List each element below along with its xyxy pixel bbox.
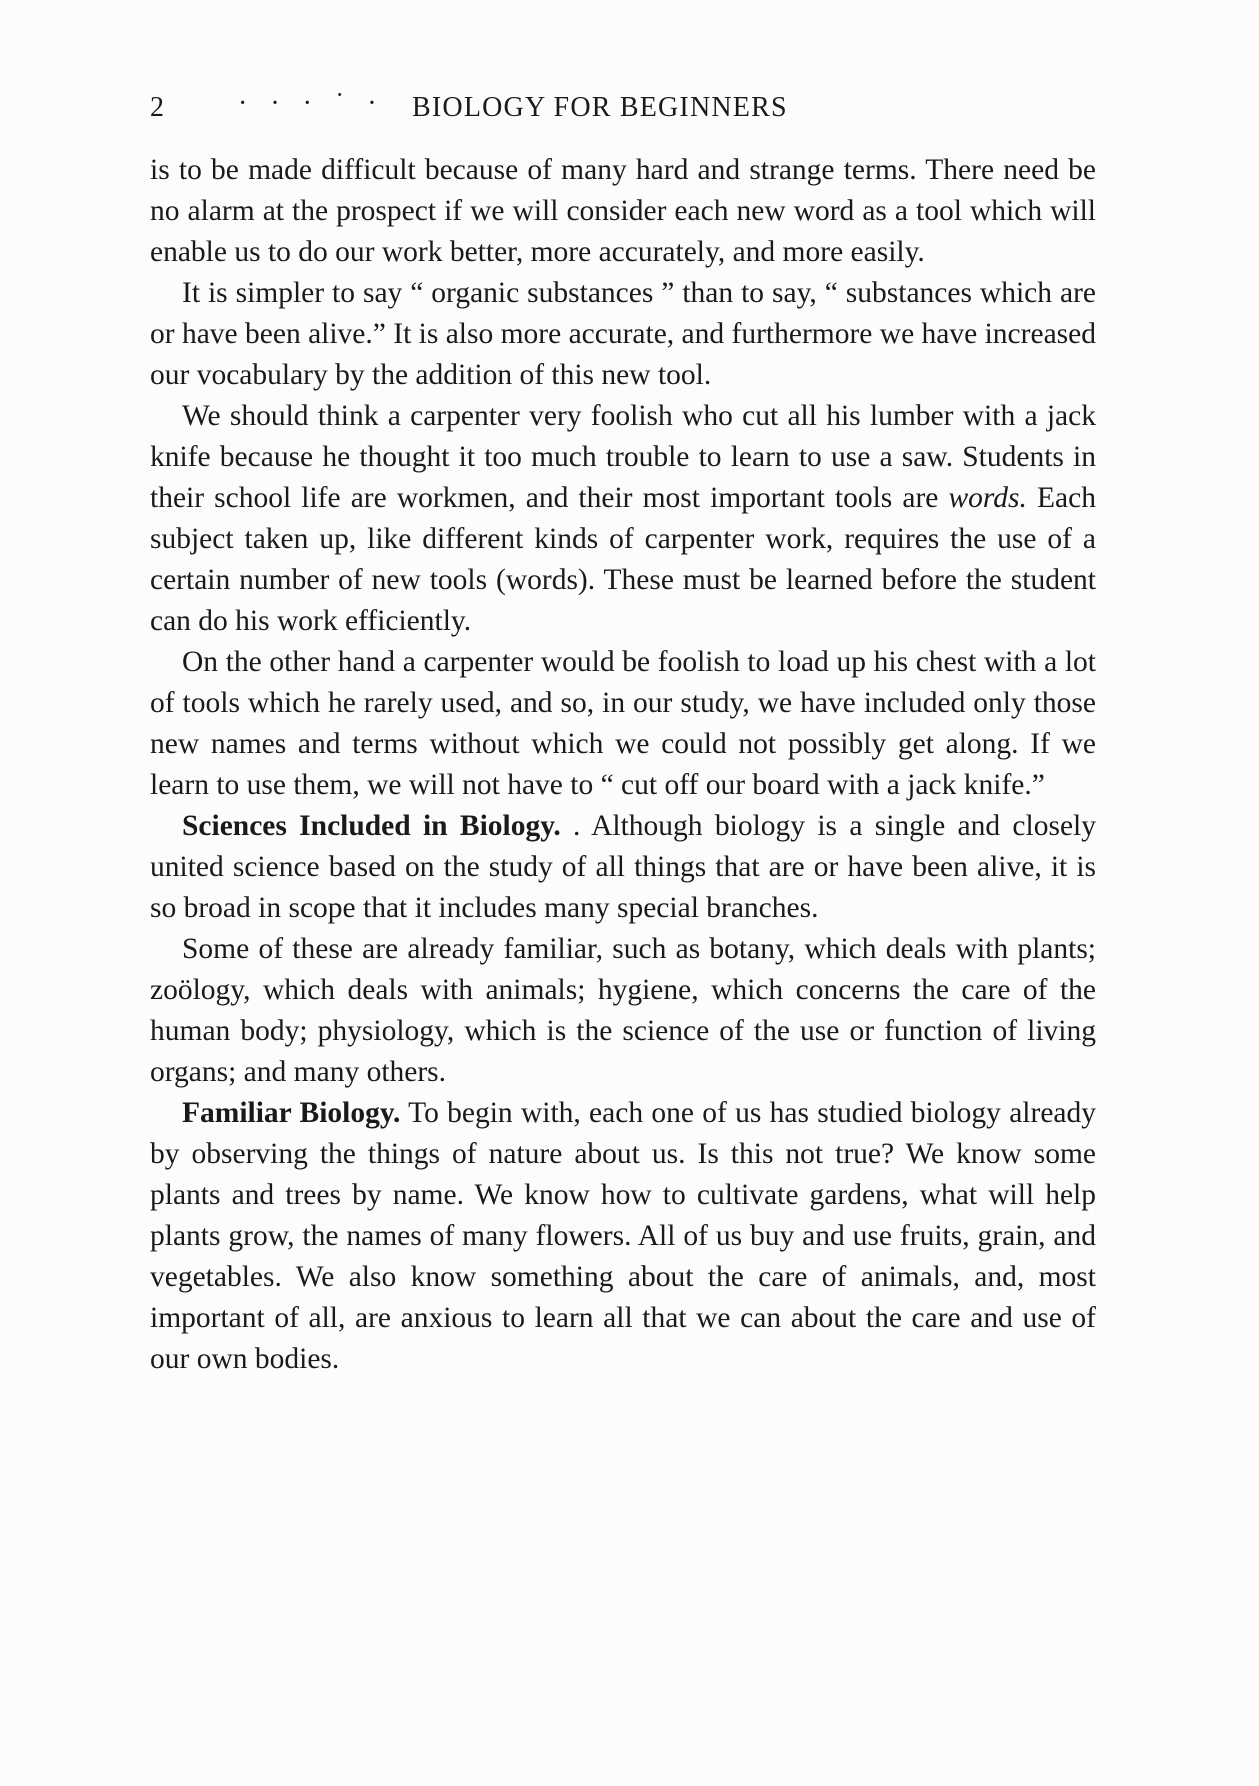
paragraph: [150, 929, 1096, 1093]
paragraph-text: On the other hand a carpenter would be foolish to load up his chest with a lot of tools which he rarely used, and so, in our study, we have included only those new names and terms without which we could not possibly get along. If we learn to use them, we will not have to “ cut off our board with a jack knife.”: [150, 646, 1096, 801]
paragraph: [150, 396, 1096, 642]
page-text-block: [150, 88, 1097, 1380]
paragraph-continued: [150, 150, 1096, 273]
paragraph-text: Some of these are already familiar, such as botany, which deals with plants; zoölogy, which deals with animals; hygiene, which concerns the care of the human body; physiology, which is the science of the use or function of living organs; and many others.: [150, 933, 1096, 1088]
section-heading: Familiar Biology.: [182, 1097, 401, 1129]
page-number: 2: [150, 92, 166, 123]
paragraph: [150, 642, 1096, 806]
section-heading: Sciences Included in Biology.: [182, 810, 561, 842]
section-paragraph-familiar: [150, 1093, 1096, 1380]
paragraph-text: Each subject taken up, like different kinds of carpenter work, requires the use of a certain number of new tools (words). These must be learned before the student can do his work efficiently.: [150, 482, 1096, 637]
paragraph-text: We should think a carpenter very foolish who cut all his lumber with a jack knife because he thought it too much trouble to learn to use a saw. Students in their school life are workmen, and their most important tools are: [150, 400, 1096, 514]
paragraph-text: . Although biology is a single and closely united science based on the study of all things that are or have been alive, it is so broad in scope that it includes many special branches.: [150, 810, 1096, 924]
paragraph-text: It is simpler to say “ organic substances ” than to say, “ substances which are or have been alive.” It is also more accurate, and furthermore we have increased our vocabulary by the addition of this new tool.: [150, 277, 1096, 391]
paragraph: [150, 273, 1096, 396]
emphasized-word: words.: [948, 482, 1027, 514]
header-dots: · · · ˙ ·: [238, 88, 385, 119]
paragraph-text: To begin with, each one of us has studied biology already by observing the things of nature about us. Is this not true? We know some plants and trees by name. We know how to cultivate gardens, what will help plants grow, the names of many flowers. All of us buy and use fruits, grain, and vegetables. We also know something about the care of animals, and, most important of all, are anxious to learn all that we can about the care and use of our own bodies.: [150, 1097, 1097, 1375]
running-head: [150, 88, 1096, 132]
book-title: BIOLOGY FOR BEGINNERS: [412, 92, 788, 123]
section-paragraph-sciences: [150, 806, 1096, 929]
paragraph-text: is to be made difficult because of many hard and strange terms. There need be no alarm at the prospect if we will consider each new word as a tool which will enable us to do our work better, more accurately, and more easily.: [150, 154, 1096, 268]
